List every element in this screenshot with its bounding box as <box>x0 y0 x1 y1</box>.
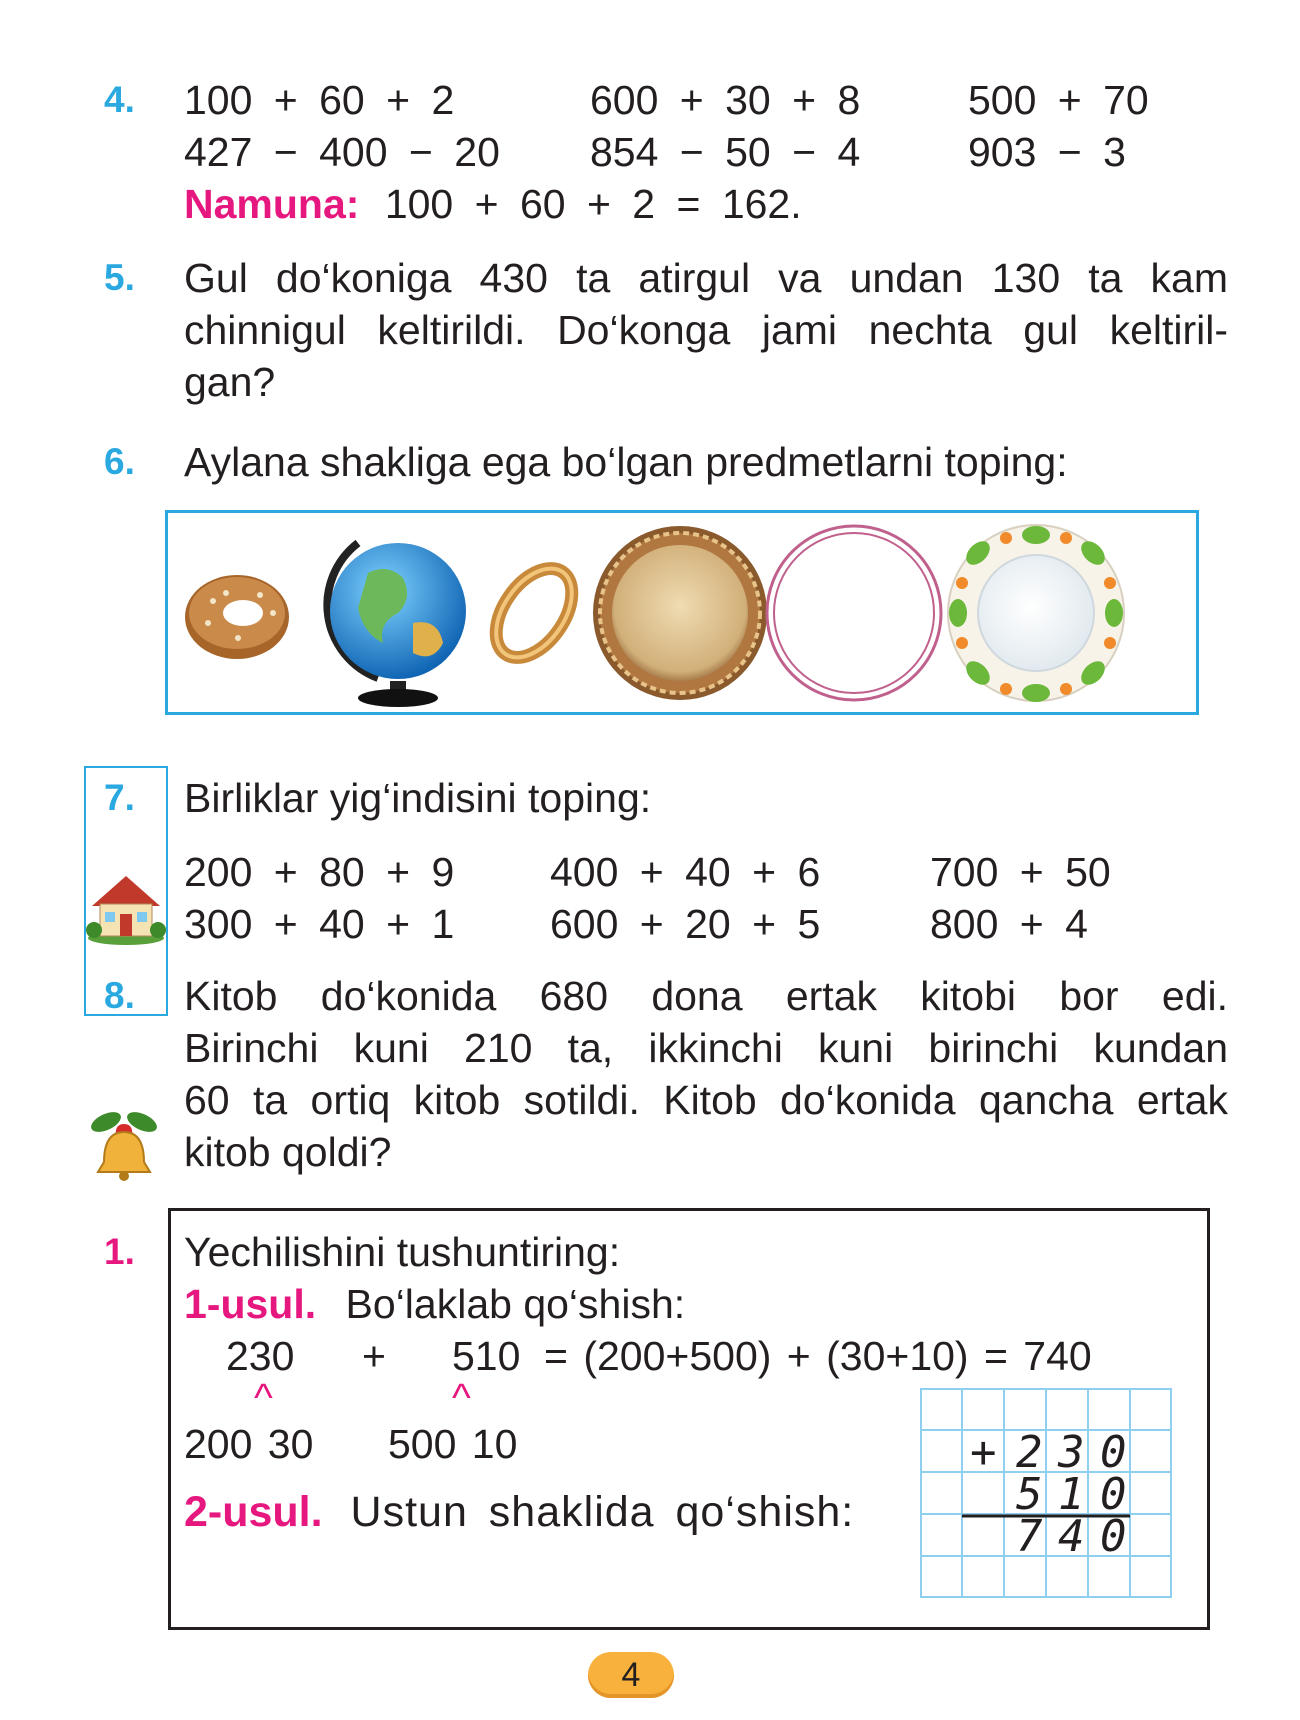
bagel-icon <box>185 575 289 659</box>
text-line: Kitob do‘konida 680 dona ertak kitobi bor edi. <box>184 973 1228 1019</box>
method-label: 2-usul. <box>184 1488 323 1536</box>
expression: 500 + 70 <box>968 77 1149 123</box>
exercise-text <box>184 252 1228 408</box>
method-label: 1-usul. <box>184 1281 317 1327</box>
globe-icon <box>327 543 466 707</box>
plate-icon <box>948 525 1124 702</box>
circle-icon <box>767 526 941 700</box>
column-digit: 7 <box>1016 1511 1043 1562</box>
text-line: chinnigul keltirildi. Do‘konga jami nechta gul keltiril- <box>184 307 1228 353</box>
column-digit: 4 <box>1058 1511 1085 1562</box>
column-sign: + <box>970 1427 997 1478</box>
expression: 600 + 20 + 5 <box>550 901 821 947</box>
expression: 300 + 40 + 1 <box>184 901 455 947</box>
page-number: 4 <box>588 1652 674 1698</box>
exercise-number: 5. <box>104 257 135 298</box>
exercise-number: 4. <box>104 79 135 120</box>
house-icon <box>86 870 166 946</box>
exercise-text: Birliklar yig‘indisini toping: <box>184 775 652 821</box>
ring-icon <box>481 555 588 671</box>
text-line: gan? <box>184 359 276 405</box>
expression: 903 − 3 <box>968 129 1126 175</box>
addend-a-parts: 200 30 <box>184 1421 314 1467</box>
method-text: Ustun shaklida qo‘shish: <box>350 1488 855 1536</box>
text-line: Birinchi kuni 210 ta, ikkinchi kuni birinchi kundan <box>184 1025 1228 1071</box>
column-digit: 1 <box>1058 1469 1085 1520</box>
text-line: Gul do‘koniga 430 ta atirgul va undan 130 ta kam <box>184 255 1228 301</box>
addend-b-parts: 500 10 <box>388 1421 518 1467</box>
method-line <box>184 1278 685 1330</box>
split-caret: ^ <box>254 1376 273 1420</box>
column-digit: 3 <box>1058 1427 1085 1478</box>
column-addition-grid <box>920 1388 1172 1598</box>
split-caret: ^ <box>452 1376 471 1420</box>
sample-text: 100 + 60 + 2 = 162. <box>384 181 802 227</box>
exercise-number: 7. <box>104 777 135 818</box>
exercise-text: Aylana shakliga ega bo‘lgan predmetlarni toping: <box>184 439 1068 485</box>
tray-icon <box>593 526 767 700</box>
expression: 800 + 4 <box>930 901 1088 947</box>
equation-rest: = (200+500) + (30+10) = 740 <box>544 1333 1092 1379</box>
shapes-panel <box>165 510 1199 715</box>
column-digit: 0 <box>1100 1469 1127 1520</box>
bell-icon <box>84 1108 164 1186</box>
sample-line <box>184 178 802 230</box>
addend-a: 230 <box>226 1333 295 1379</box>
exercise-number: 1. <box>104 1231 135 1272</box>
column-digit: 0 <box>1100 1511 1127 1562</box>
box-title: Yechilishini tushuntiring: <box>184 1229 621 1275</box>
text-line: kitob qoldi? <box>184 1129 392 1175</box>
addend-b: 510 <box>452 1333 521 1379</box>
column-digit: 2 <box>1016 1427 1043 1478</box>
method-text: Bo‘laklab qo‘shish: <box>345 1281 686 1327</box>
exercise-number: 8. <box>104 975 135 1016</box>
expression: 100 + 60 + 2 <box>184 77 455 123</box>
expression: 854 − 50 − 4 <box>590 129 861 175</box>
shapes-illustration <box>168 513 1196 712</box>
sample-label: Namuna: <box>184 181 360 227</box>
expression: 200 + 80 + 9 <box>184 849 455 895</box>
expression: 400 + 40 + 6 <box>550 849 821 895</box>
exercise-text <box>184 970 1228 1178</box>
plus-sign: + <box>362 1333 386 1379</box>
column-digit: 0 <box>1100 1427 1127 1478</box>
expression: 427 − 400 − 20 <box>184 129 500 175</box>
column-digit: 5 <box>1016 1469 1043 1520</box>
exercise-number: 6. <box>104 441 135 482</box>
text-line: 60 ta ortiq kitob sotildi. Kitob do‘konida qancha ertak <box>184 1077 1228 1123</box>
method-line <box>184 1486 854 1538</box>
grid-lines <box>920 1388 1172 1598</box>
expression: 600 + 30 + 8 <box>590 77 861 123</box>
expression: 700 + 50 <box>930 849 1111 895</box>
